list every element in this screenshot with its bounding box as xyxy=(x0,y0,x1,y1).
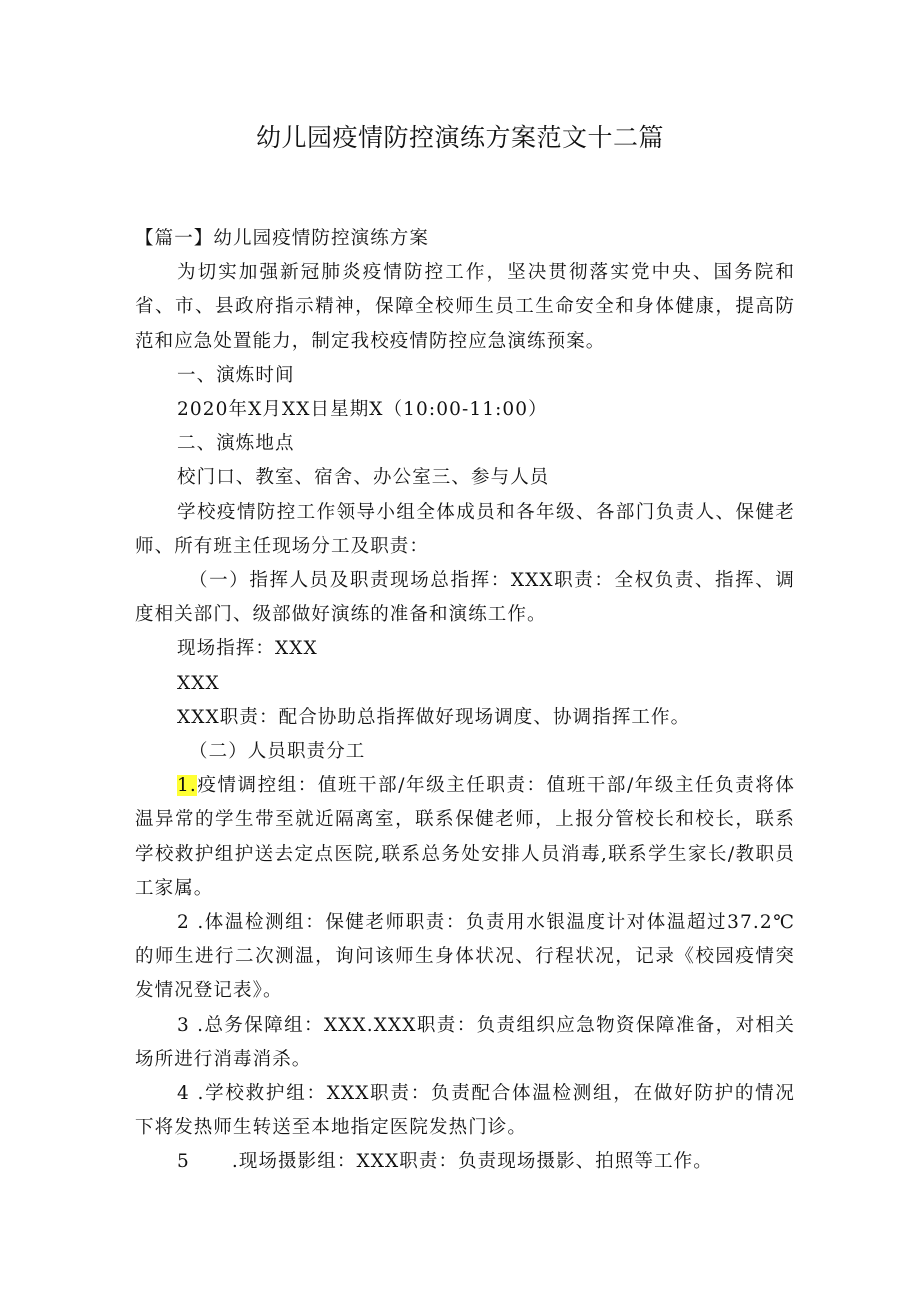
item-4-paragraph: 4 .学校救护组：XXX职责：负责配合体温检测组，在做好防护的情况下将发热师生转送至本地指定医院发热门诊。 xyxy=(135,1083,795,1139)
placeholder-name-text: XXX xyxy=(177,672,220,694)
item-5-paragraph xyxy=(135,1145,795,1179)
highlighted-number: 1. xyxy=(177,775,197,797)
document-title: 幼儿园疫情防控演练方案范文十二篇 xyxy=(255,123,664,152)
document-body xyxy=(135,222,795,1180)
drill-location-text: 校门口、教室、宿舍、办公室三、参与人员 xyxy=(177,467,550,489)
item-2-paragraph: 2 .体温检测组：保健老师职责：负责用水银温度计对体温超过37.2℃的师生进行二次测温，询问该师生身体状况、行程状况，记录《校园疫情突发情况登记表》。 xyxy=(135,912,795,1002)
item-1-paragraph xyxy=(135,769,795,906)
item-1-text: 疫情调控组：值班干部/年级主任职责：值班干部/年级主任负责将体温异常的学生带至就近隔离室，联系保健老师，上报分管校长和校长，联系学校救护组护送去定点医院,联系总务处安排人员消毒,联系学生家长/教职员工家属。 xyxy=(135,775,795,899)
duty-paragraph: XXX职责：配合协助总指挥做好现场调度、协调指挥工作。 xyxy=(177,706,691,728)
heading-drill-location: 二、演炼地点 xyxy=(177,433,295,455)
field-command-text: 现场指挥：XXX xyxy=(177,638,318,660)
item-5-number: 5 xyxy=(177,1151,190,1173)
section-heading: 【篇一】幼儿园疫情防控演练方案 xyxy=(135,228,430,249)
participants-paragraph: 学校疫情防控工作领导小组全体成员和各年级、各部门负责人、保健老师、所有班主任现场分工及职责： xyxy=(135,501,795,557)
heading-drill-time: 一、演炼时间 xyxy=(177,364,295,386)
item-3-paragraph: 3 .总务保障组：XXX.XXX职责：负责组织应急物资保障准备，对相关场所进行消毒消杀。 xyxy=(135,1014,795,1070)
command-paragraph: （一）指挥人员及职责现场总指挥：XXX职责：全权负责、指挥、调度相关部门、级部做好演练的准备和演练工作。 xyxy=(135,570,795,626)
drill-time-text: 2020年X月XX日星期X（10:00-11:00） xyxy=(177,399,548,421)
intro-paragraph: 为切实加强新冠肺炎疫情防控工作，坚决贯彻落实党中央、国务院和省、市、县政府指示精神，保障全校师生员工生命安全和身体健康，提高防范和应急处置能力，制定我校疫情防控应急演练预案。 xyxy=(135,262,795,352)
item-5-text: .现场摄影组：XXX职责：负责现场摄影、拍照等工作。 xyxy=(231,1151,713,1173)
heading-division: （二）人员职责分工 xyxy=(189,741,366,763)
